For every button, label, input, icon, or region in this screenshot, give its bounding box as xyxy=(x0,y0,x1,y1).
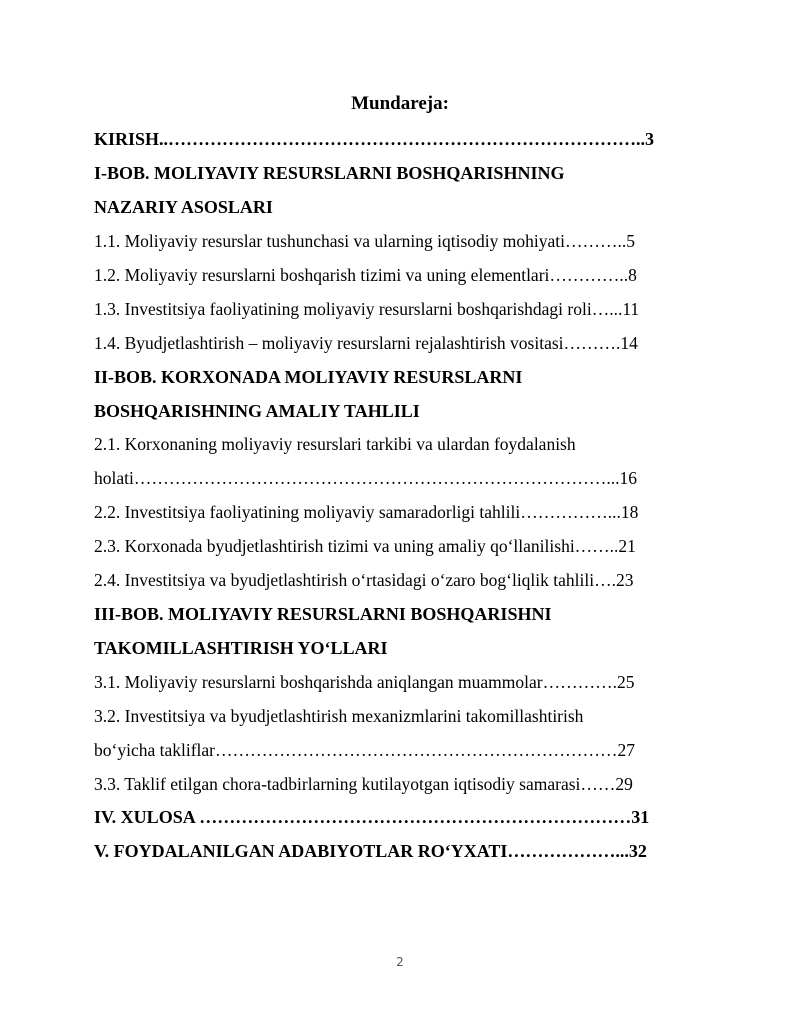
toc-line-section-1-4: 1.4. Byudjetlashtirish – moliyaviy resurslarni rejalashtirish vositasi……….14 xyxy=(94,333,638,353)
toc-line-section-1-2: 1.2. Moliyaviy resurslarni boshqarish tizimi va uning elementlari…………..8 xyxy=(94,265,637,285)
toc-line-section-1-3: 1.3. Investitsiya faoliyatining moliyaviy resurslarni boshqarishdagi roli…...11 xyxy=(94,299,640,319)
toc-line-section-2-4: 2.4. Investitsiya va byudjetlashtirish o‘rtasidagi o‘zaro bog‘liqlik tahlili….23 xyxy=(94,570,634,590)
toc-line-chapter-2-heading: II-BOB. KORXONADA MOLIYAVIY RESURSLARNI xyxy=(94,367,523,387)
toc-line-section-3-2: 3.2. Investitsiya va byudjetlashtirish mexanizmlarini takomillashtirish xyxy=(94,706,584,726)
toc-line-chapter-1-heading-cont: NAZARIY ASOSLARI xyxy=(94,197,273,217)
page-number: 2 xyxy=(396,955,404,969)
toc-line-section-2-3: 2.3. Korxonada byudjetlashtirish tizimi va uning amaliy qo‘llanilishi……..21 xyxy=(94,536,636,556)
toc-line-section-2-1: 2.1. Korxonaning moliyaviy resurslari tarkibi va ulardan foydalanish xyxy=(94,434,576,454)
toc-line-chapter-3-heading-cont: TAKOMILLASHTIRISH YO‘LLARI xyxy=(94,638,388,658)
toc-line-section-3-3: 3.3. Taklif etilgan chora-tadbirlarning kutilayotgan iqtisodiy samarasi……29 xyxy=(94,774,633,794)
toc-line-section-2-1-cont: holati………………………………………………………………………...16 xyxy=(94,468,637,488)
toc-title: Mundareja: xyxy=(351,93,449,114)
toc-line-chapter-1-heading: I-BOB. MOLIYAVIY RESURSLARNI BOSHQARISHNING xyxy=(94,163,565,183)
toc-line-section-3-2-cont: bo‘yicha takliflar……………………………………………………………27 xyxy=(94,740,635,760)
toc-line-chapter-3-heading: III-BOB. MOLIYAVIY RESURSLARNI BOSHQARISHNI xyxy=(94,604,552,624)
toc-line-section-2-2: 2.2. Investitsiya faoliyatining moliyaviy samaradorligi tahlili……………...18 xyxy=(94,502,639,522)
toc-line-chapter-2-heading-cont: BOSHQARISHNING AMALIY TAHLILI xyxy=(94,401,420,421)
toc-line-references: V. FOYDALANILGAN ADABIYOTLAR RO‘YXATI………………...32 xyxy=(94,841,647,861)
toc-line-intro: KIRISH..……………………………………………………………………..3 xyxy=(94,129,655,149)
toc-line-conclusion: IV. XULOSA ………………………………………………………………31 xyxy=(94,807,650,827)
toc-line-section-1-1: 1.1. Moliyaviy resurslar tushunchasi va ularning iqtisodiy mohiyati………..5 xyxy=(94,231,635,251)
toc-line-section-3-1: 3.1. Moliyaviy resurslarni boshqarishda aniqlangan muammolar………….25 xyxy=(94,672,635,692)
